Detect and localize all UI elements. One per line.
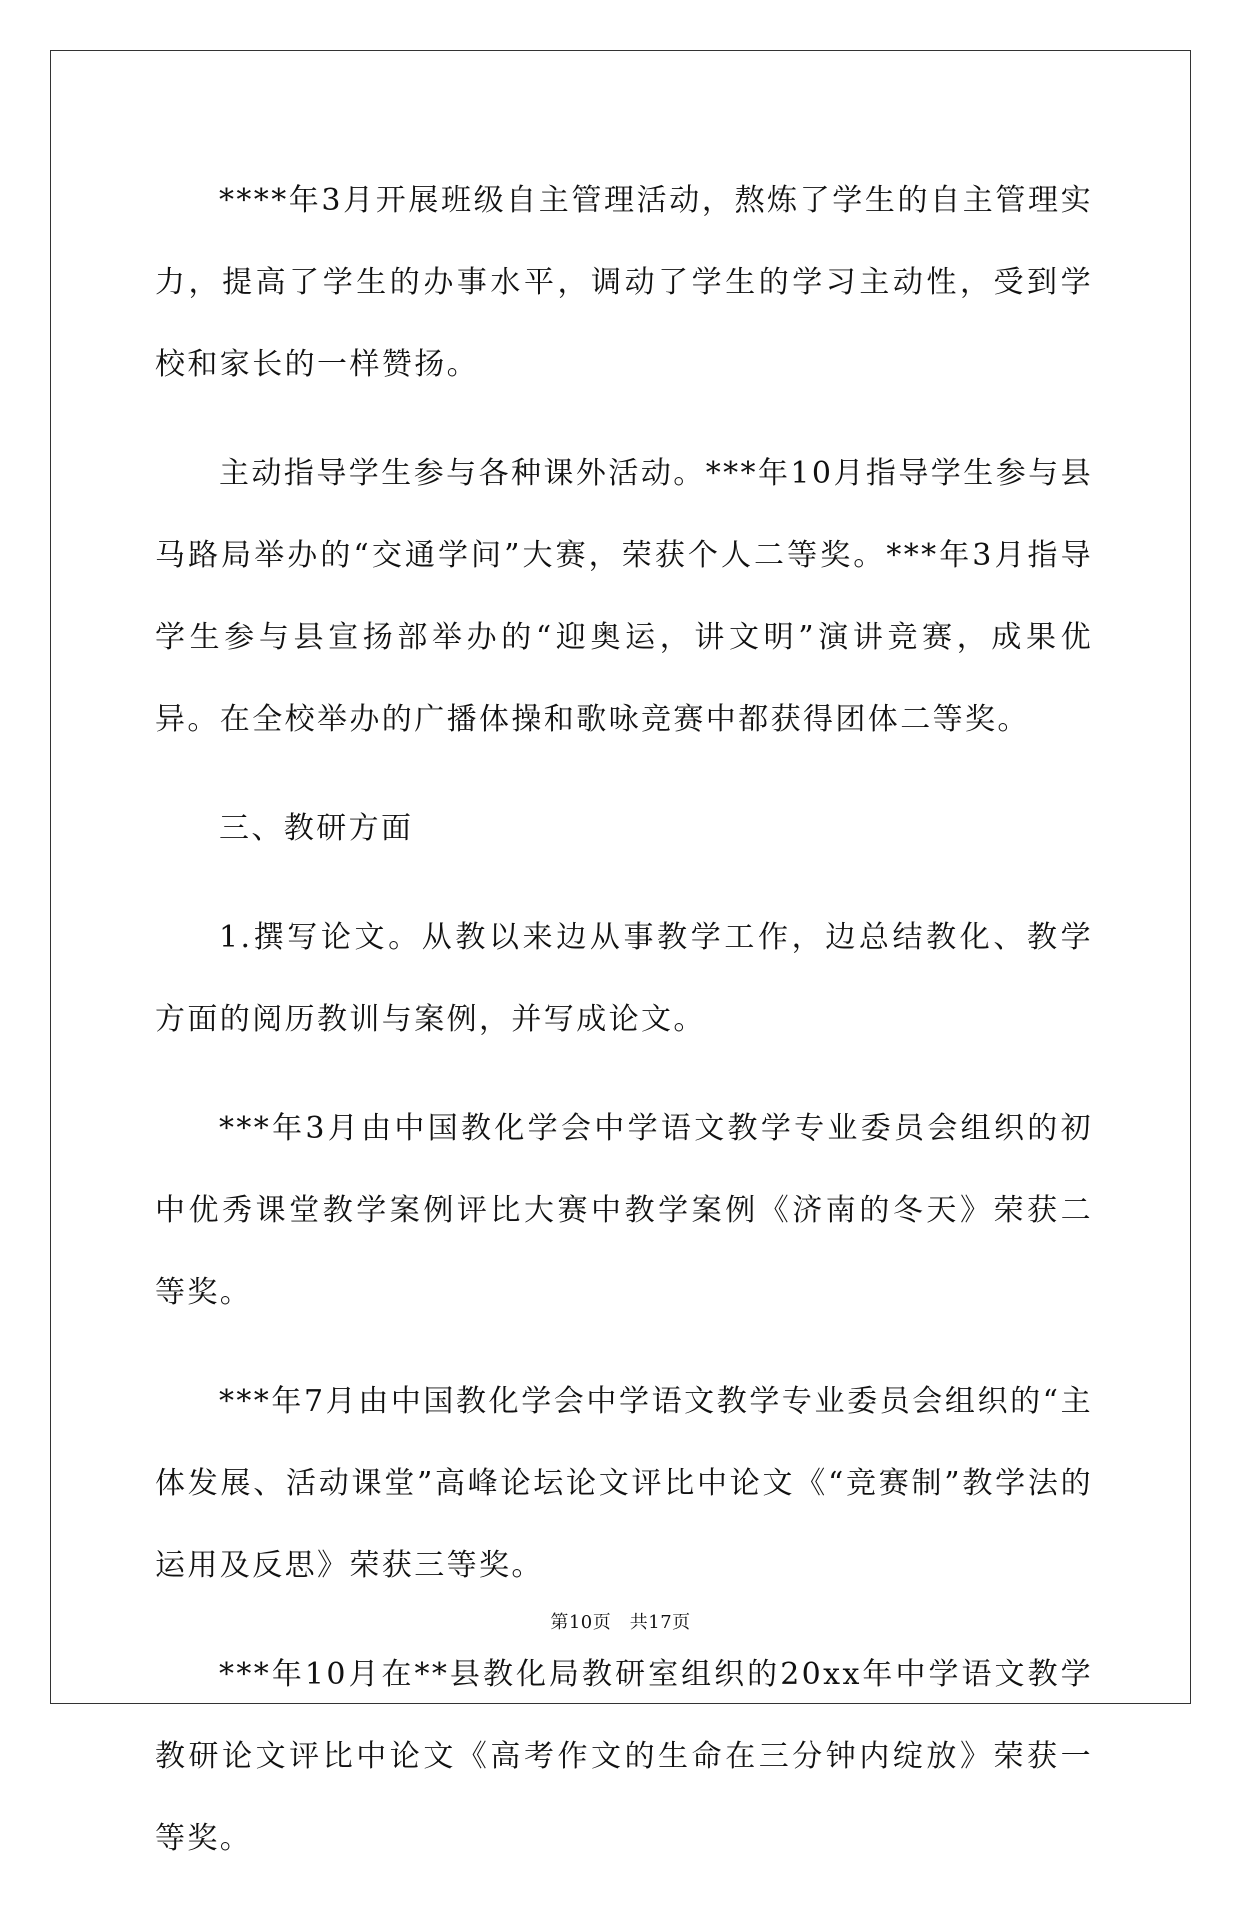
paragraph-writing-papers: 1.撰写论文。从教以来边从事教学工作，边总结教化、教学方面的阅历教训与案例，并写成论文。 <box>155 920 1093 1037</box>
paragraph-award-county-paper: ***年10月在**县教化局教研室组织的20xx年中学语文教学教研论文评比中论文《高考作文的生命在三分钟内绽放》荣获一等奖。 <box>155 1657 1093 1856</box>
document-body <box>155 160 1093 1907</box>
section-heading-teaching-research: 三、教研方面 <box>219 811 414 846</box>
paragraph-award-forum-paper: ***年7月由中国教化学会中学语文教学专业委员会组织的“主体发展、活动课堂”高峰论坛论文评比中论文《“竞赛制”教学法的运用及反思》荣获三等奖。 <box>155 1384 1093 1583</box>
paragraph-extracurricular: 主动指导学生参与各种课外活动。***年10月指导学生参与县马路局举办的“交通学问”大赛，荣获个人二等奖。***年3月指导学生参与县宣扬部举办的“迎奥运，讲文明”演讲竞赛，成果优异。在全校举办的广播体操和歌咏竞赛中都获得团体二等奖。 <box>155 456 1093 737</box>
paragraph-award-case-study: ***年3月由中国教化学会中学语文教学专业委员会组织的初中优秀课堂教学案例评比大赛中教学案例《济南的冬天》荣获二等奖。 <box>155 1111 1093 1310</box>
page-number-footer: 第10页 共17页 <box>550 1612 691 1633</box>
paragraph-self-management: ****年3月开展班级自主管理活动，熬炼了学生的自主管理实力，提高了学生的办事水平，调动了学生的学习主动性，受到学校和家长的一样赞扬。 <box>155 183 1093 382</box>
